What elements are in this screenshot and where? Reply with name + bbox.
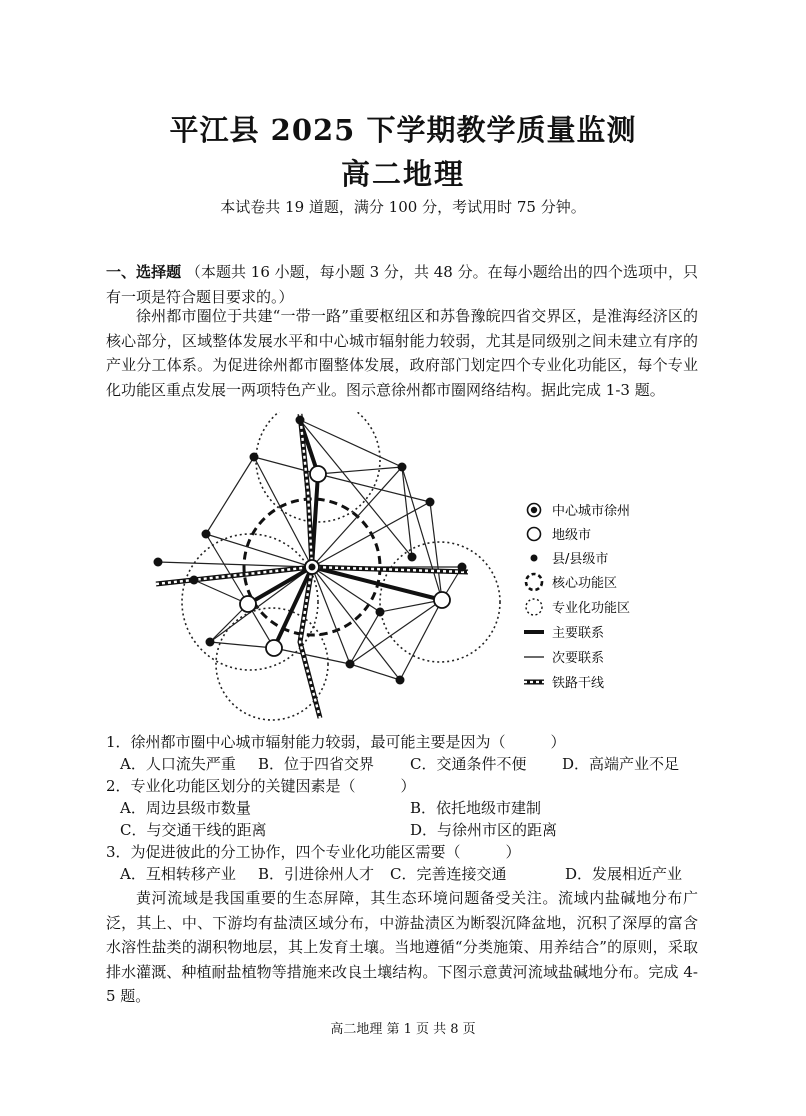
center-city-icon [528,504,541,517]
center-city-xuzhou [305,560,319,574]
question-2-stem: 2．专业化功能区划分的关键因素是（ ） [106,777,416,795]
legend-label-5: 主要联系 [552,626,605,641]
question-1-option-c[interactable]: C．交通条件不便 [410,755,527,773]
question-3-option-d[interactable]: D．发展相近产业 [565,865,683,883]
legend-label-3: 核心功能区 [552,576,618,591]
diagram-legend [524,503,630,691]
xuzhou-network-diagram [150,412,660,722]
question-3-stem: 3．为促进彼此的分工协作，四个专业化功能区需要（ ） [106,843,521,861]
question-2-option-c[interactable]: C．与交通干线的距离 [120,821,267,839]
question-2-option-b[interactable]: B．依托地级市建制 [410,799,542,817]
question-3-option-b[interactable]: B．引进徐州人才 [258,865,375,883]
question-1-option-a[interactable]: A．人口流失严重 [120,755,236,773]
major-links [248,420,442,648]
legend-label-1: 地级市 [552,528,592,543]
question-3-option-a[interactable]: A．互相转移产业 [120,865,236,883]
exam-title: 平江县 2025 下学期教学质量监测 [169,113,637,147]
question-2-option-d[interactable]: D．与徐州市区的距离 [410,821,558,839]
passage-yellow-river: 黄河流域是我国重要的生态屏障，其生态环境问题备受关注。流域内盐碱地分布广泛，其上、中、下游均有盐渍区域分布，中游盐渍区为断裂沉降盆地，沉积了深厚的富含水溶性盐类的湖积物地层，其上发育土壤。当地遵循“分类施策、用养结合”的原则，采取排水灌溉、种植耐盐植物等措施来改良土壤结构。下图示意黄河流域盐碱地分布。完成 4-5 题。 [106,889,698,1005]
section-title: 一、选择题 [106,263,182,281]
legend-label-4: 专业化功能区 [552,601,631,616]
question-1-option-d[interactable]: D．高端产业不足 [562,755,680,773]
question-1-stem: 1．徐州都市圈中心城市辐射能力较弱，最可能主要是因为（ ） [106,733,566,751]
question-3-option-c[interactable]: C．完善连接交通 [390,865,507,883]
core-zone-icon [526,574,542,590]
exam-note: 本试卷共 19 道题，满分 100 分，考试用时 75 分钟。 [220,198,586,216]
passage-xuzhou: 徐州都市圈位于共建“一带一路”重要枢纽区和苏鲁豫皖四省交界区，是淮海经济区的核心部分，区域整体发展水平和中心城市辐射能力较弱，尤其是同级别之间未建立有序的产业分工体系。为促进徐州都市圈整体发展，政府部门划定四个专业化功能区，每个专业化功能区重点发展一两项特色产业。图示意徐州都市圈网络结构。据此完成 1-3 题。 [106,307,698,399]
specialized-zone-icon [526,599,542,615]
legend-label-0: 中心城市徐州 [552,504,631,519]
exam-subject: 高二地理 [340,157,465,191]
legend-label-7: 铁路干线 [552,676,605,691]
section-instructions: （本题共 16 小题，每小题 3 分，共 48 分。在每小题给出的四个选项中，只有一项是符合题目要求的。） [106,263,698,306]
section-heading [106,260,698,309]
question-1-option-b[interactable]: B．位于四省交界 [258,755,375,773]
prefecture-city-icon [528,528,541,541]
question-2-option-a[interactable]: A．周边县级市数量 [120,799,251,817]
county-icon [531,555,538,562]
legend-label-2: 县/县级市 [552,552,609,567]
page-footer: 高二地理 第 1 页 共 8 页 [330,1022,476,1037]
legend-label-6: 次要联系 [552,651,605,666]
